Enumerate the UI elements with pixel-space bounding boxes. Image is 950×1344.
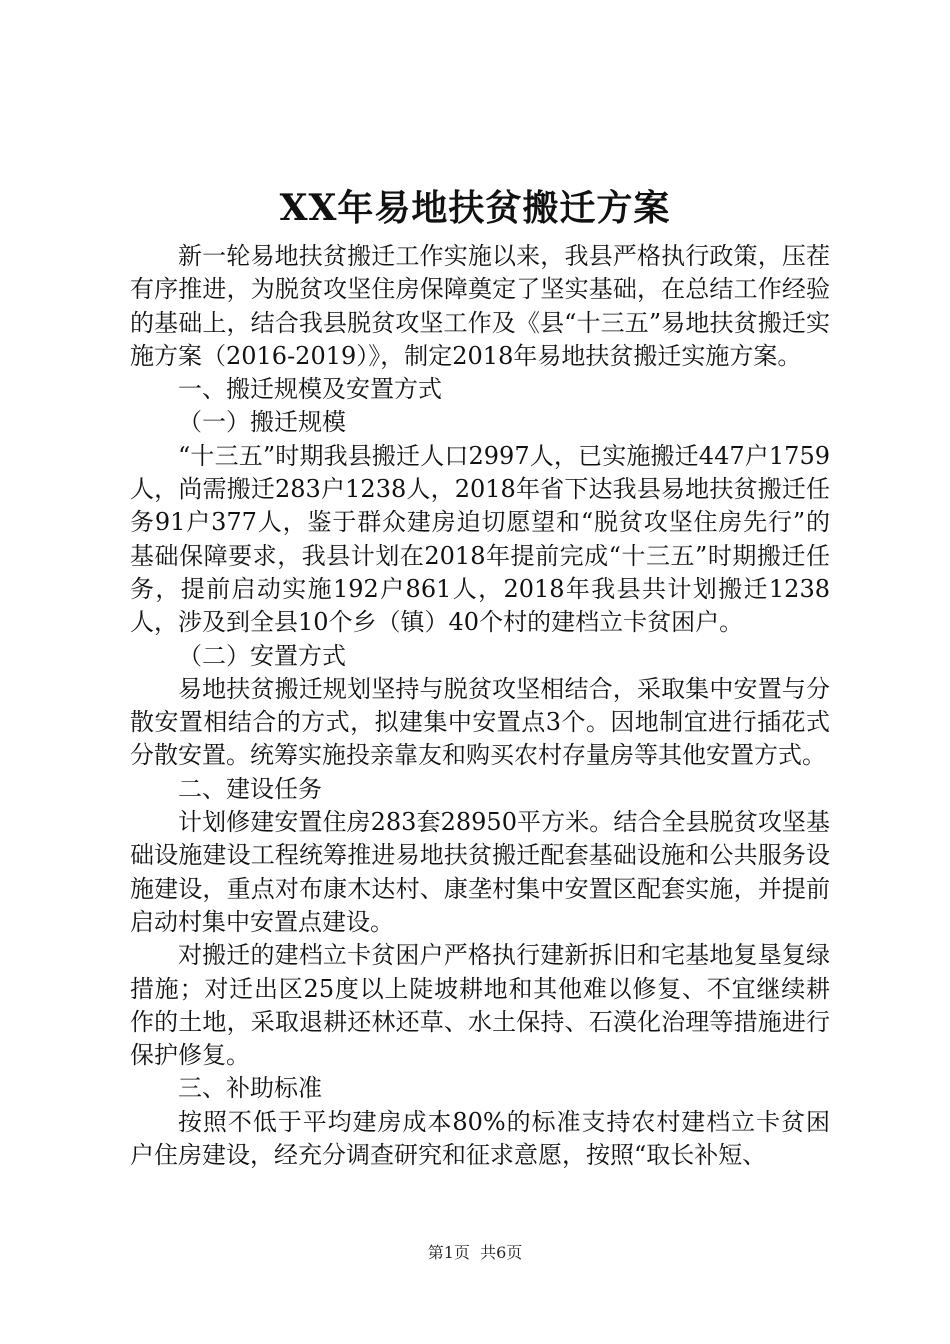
subsection-heading-1-2: （二）安置方式 — [178, 641, 346, 670]
section-heading-1: 一、搬迁规模及安置方式 — [178, 375, 442, 404]
paragraph-relocation-scale: “十三五”时期我县搬迁人口2997人，已实施搬迁447户1759人，尚需搬迁283户1238人，2018年省下达我县易地扶贫搬迁任务91户377人，鉴于群众建房迫切愿望和“脱贫攻坚住房先行”的基础保障要求，我县计划在2018年提前完成“十三五”时期搬迁任务，提前启动实施192户861人，2018年我县共计划搬迁1238人，涉及到全县10个乡（镇）40个村的建档立卡贫困户。 — [130, 441, 830, 637]
document-body — [130, 240, 830, 1172]
page-total: 共6页 — [480, 1243, 523, 1262]
paragraph-intro: 新一轮易地扶贫搬迁工作实施以来，我县严格执行政策，压茬有序推进，为脱贫攻坚住房保障奠定了坚实基础，在总结工作经验的基础上，结合我县脱贫攻坚工作及《县“十三五”易地扶贫搬迁实施方案（2016-2019）》，制定2018年易地扶贫搬迁实施方案。 — [130, 242, 830, 370]
paragraph-subsidy-standard: 按照不低于平均建房成本80%的标准支持农村建档立卡贫困户住房建设，经充分调查研究和征求意愿，按照“取长补短、 — [130, 1107, 830, 1170]
page-number: 第1页 — [427, 1243, 470, 1262]
section-heading-3: 三、补助标准 — [178, 1074, 322, 1103]
section-heading-2: 二、建设任务 — [178, 774, 322, 803]
subsection-heading-1-1: （一）搬迁规模 — [178, 408, 346, 437]
paragraph-land-restoration: 对搬迁的建档立卡贫困户严格执行建新拆旧和宅基地复垦复绿措施；对迁出区25度以上陡坡耕地和其他难以修复、不宜继续耕作的土地，采取退耕还林还草、水土保持、石漠化治理等措施进行保护修复。 — [130, 941, 830, 1070]
document-title: XX年易地扶贫搬迁方案 — [279, 187, 671, 229]
paragraph-resettlement-method: 易地扶贫搬迁规划坚持与脱贫攻坚相结合，采取集中安置与分散安置相结合的方式，拟建集中安置点3个。因地制宜进行插花式分散安置。统筹实施投亲靠友和购买农村存量房等其他安置方式。 — [130, 674, 830, 770]
paragraph-construction-plan: 计划修建安置住房283套28950平方米。结合全县脱贫攻坚基础设施建设工程统筹推进易地扶贫搬迁配套基础设施和公共服务设施建设，重点对布康木达村、康垄村集中安置区配套实施，并提前启动村集中安置点建设。 — [130, 808, 830, 936]
page-footer — [0, 1241, 950, 1265]
